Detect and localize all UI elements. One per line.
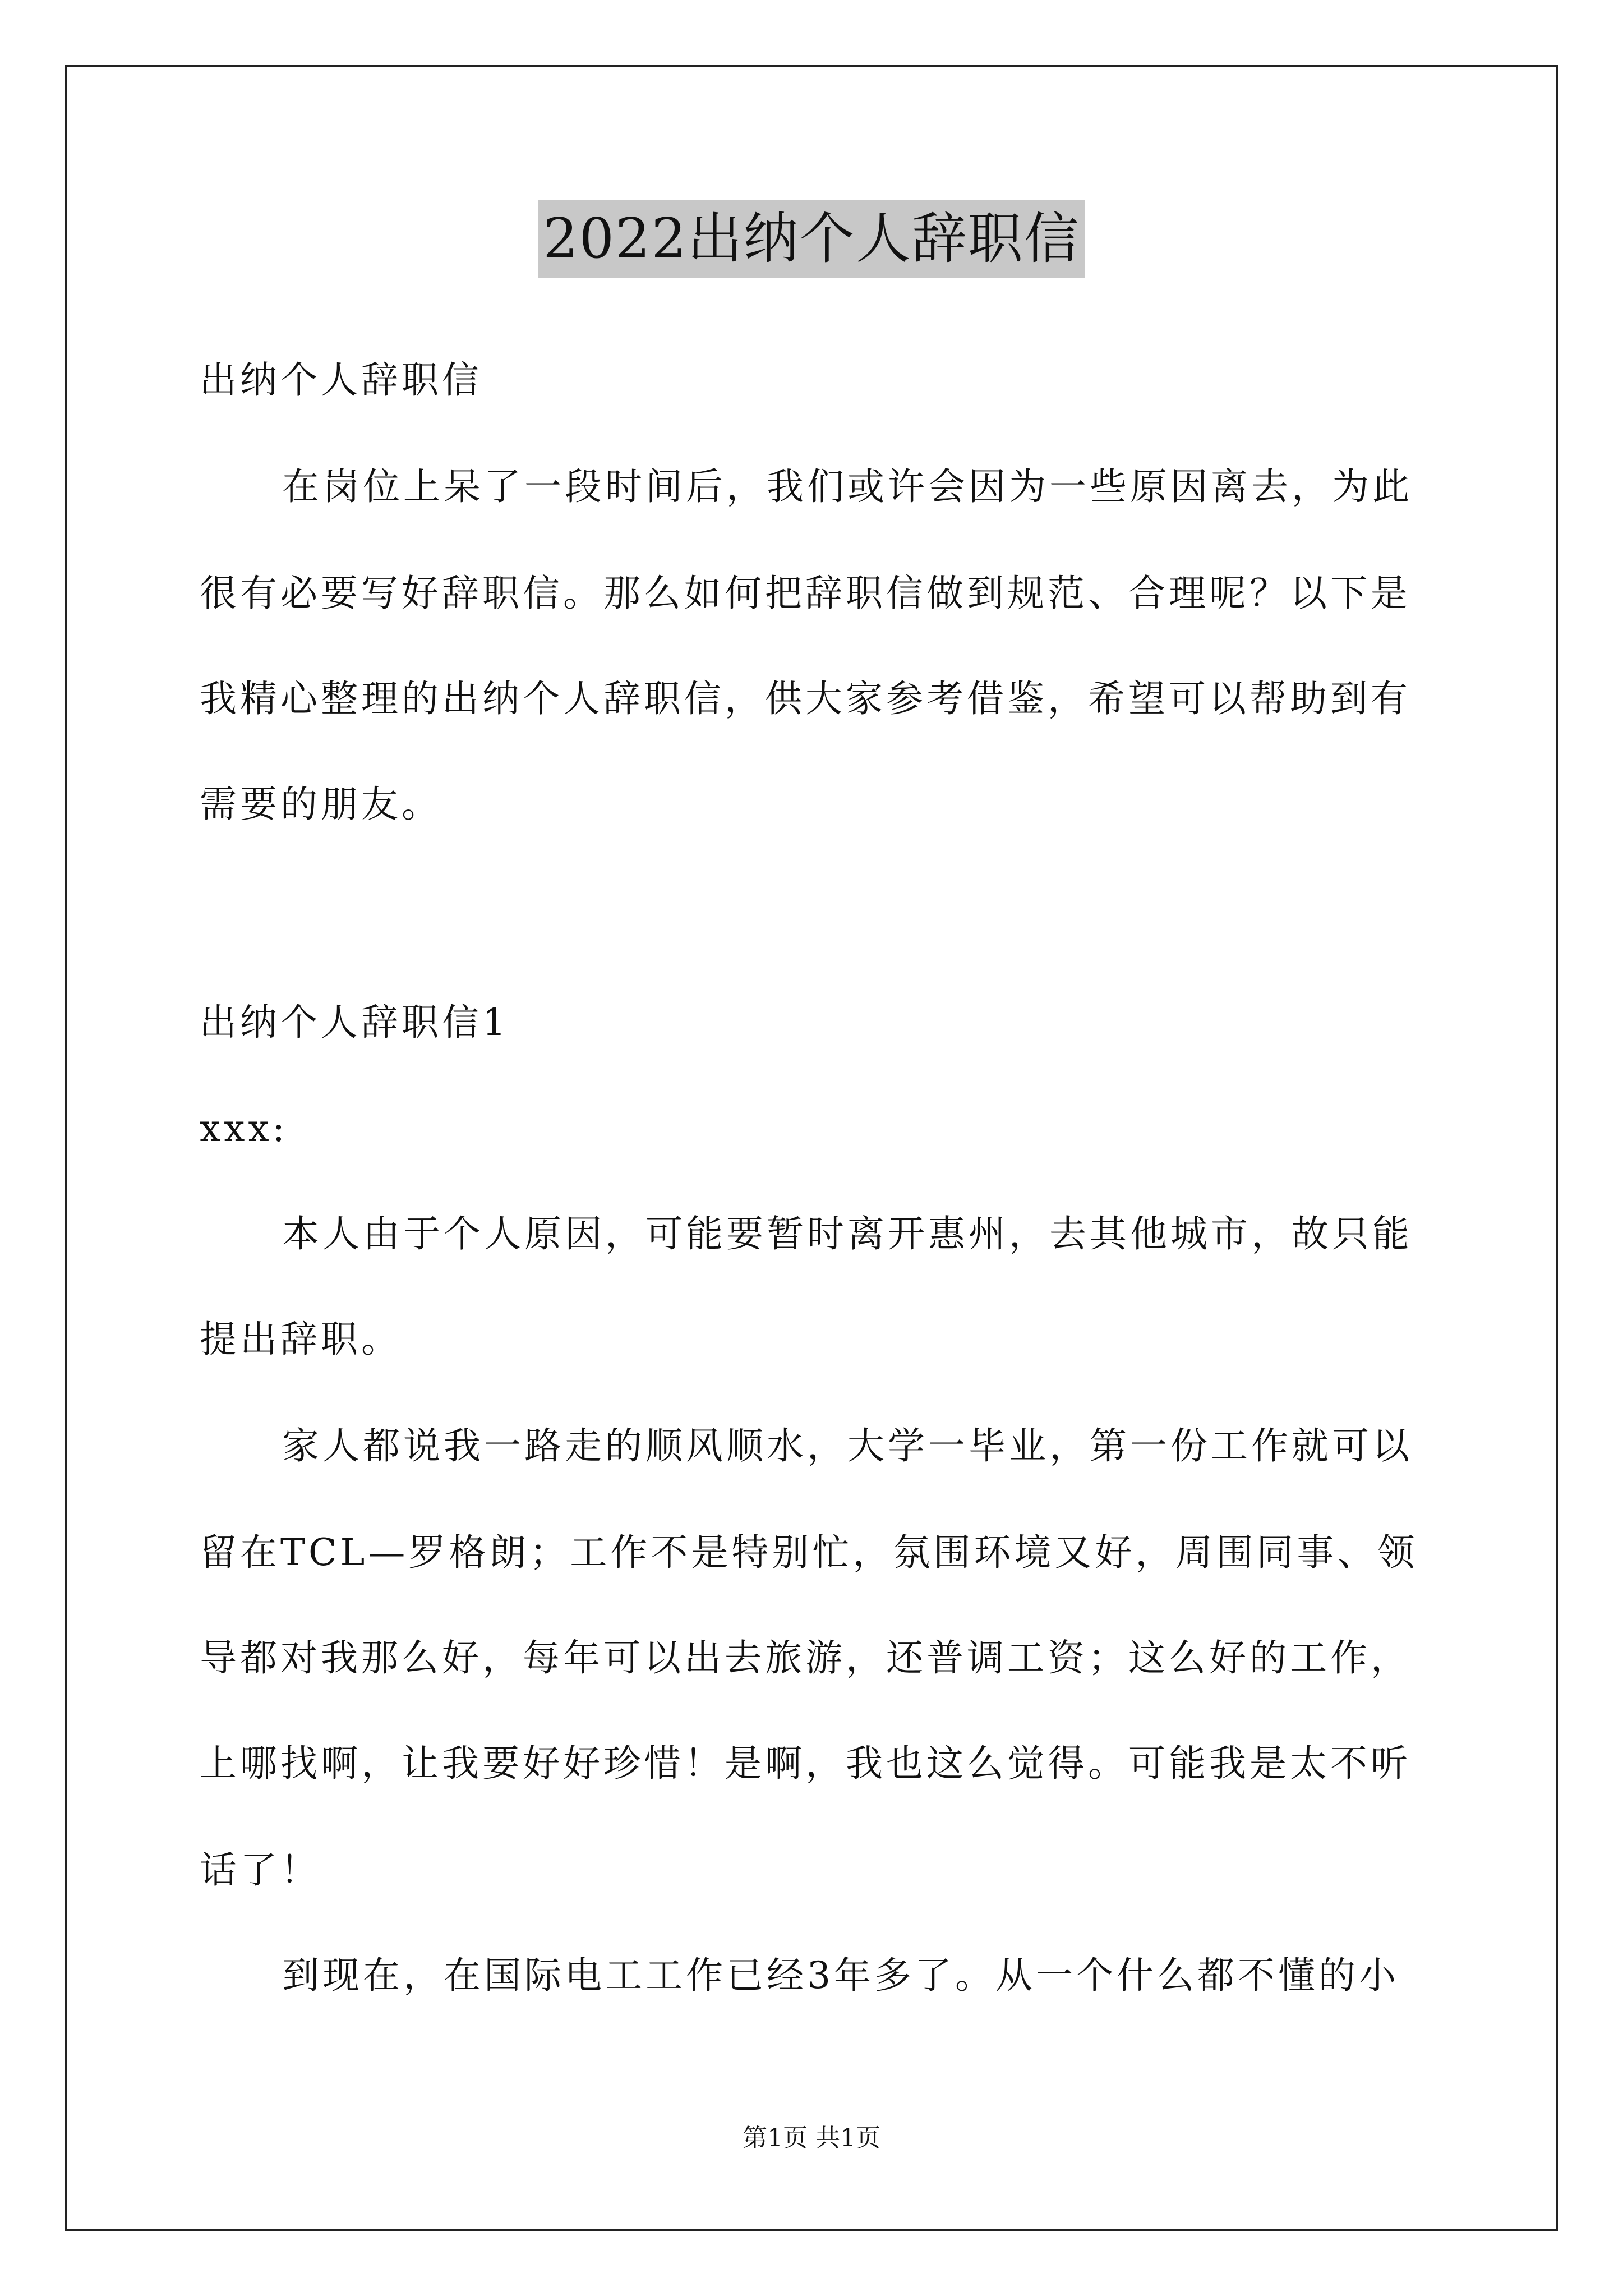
- subtitle: 出纳个人辞职信: [200, 358, 482, 402]
- intro-line: 需要的朋友。: [200, 783, 442, 826]
- paragraph-line: 上哪找啊，让我要好好珍惜！是啊，我也这么觉得。可能我是太不听: [200, 1742, 1411, 1785]
- intro-line: 我精心整理的出纳个人辞职信，供大家参考借鉴，希望可以帮助到有: [200, 677, 1411, 720]
- salutation: xxx:: [200, 1107, 288, 1150]
- document-title: 2022出纳个人辞职信: [538, 200, 1084, 278]
- title-container: [0, 200, 1623, 278]
- paragraph-line: 本人由于个人原因，可能要暂时离开惠州，去其他城市，故只能: [282, 1212, 1413, 1255]
- page-footer: 第1页 共1页: [743, 2124, 880, 2152]
- paragraph-line: 留在TCL—罗格朗；工作不是特别忙，氛围环境又好，周围同事、领: [200, 1531, 1418, 1574]
- paragraph-line: 到现在，在国际电工工作已经3年多了。从一个什么都不懂的小: [282, 1954, 1399, 1997]
- section-heading: 出纳个人辞职信1: [200, 1001, 509, 1044]
- paragraph-line: 家人都说我一路走的顺风顺水，大学一毕业，第一份工作就可以: [282, 1424, 1413, 1467]
- intro-line: 在岗位上呆了一段时间后，我们或许会因为一些原因离去，为此: [282, 465, 1413, 508]
- paragraph-line: 导都对我那么好，每年可以出去旅游，还普调工资；这么好的工作，: [200, 1636, 1411, 1680]
- paragraph-line: 话了！: [200, 1848, 321, 1892]
- paragraph-line: 提出辞职。: [200, 1318, 402, 1361]
- intro-line: 很有必要写好辞职信。那么如何把辞职信做到规范、合理呢？以下是: [200, 572, 1411, 615]
